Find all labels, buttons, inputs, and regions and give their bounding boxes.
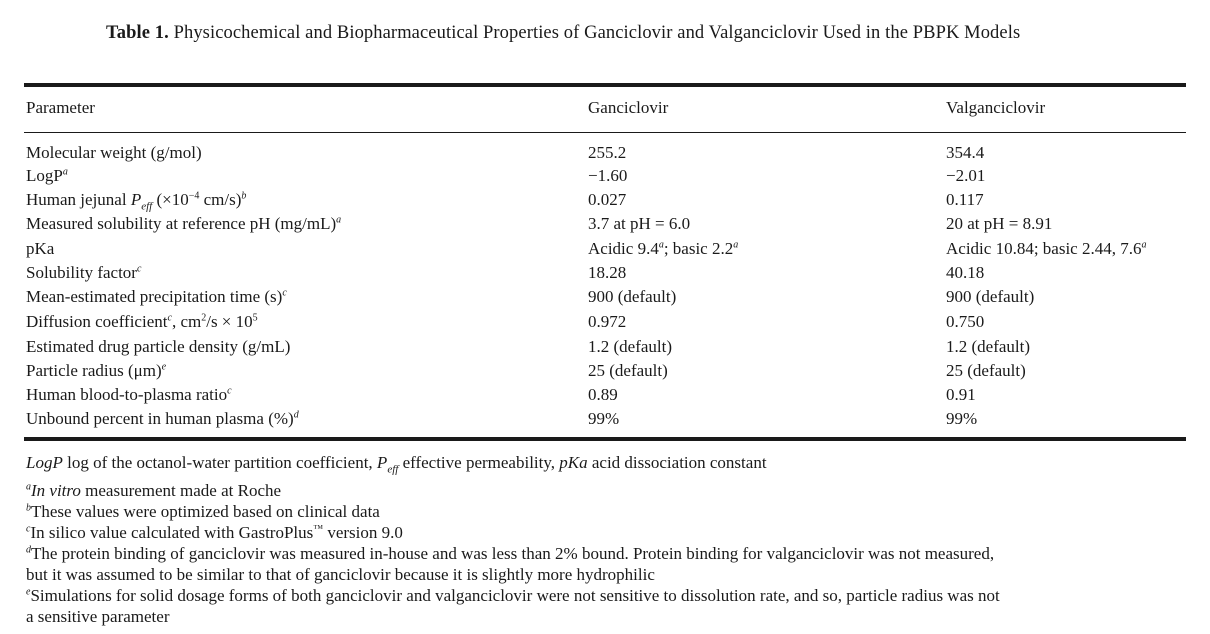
table-top-rule — [24, 83, 1186, 87]
footnote-b — [26, 501, 1186, 522]
value-part: ; basic 2.2 — [663, 239, 734, 258]
valganciclovir-value: 0.91 — [946, 385, 976, 404]
valganciclovir-value: 354.4 — [946, 143, 985, 162]
valganciclovir-value: 0.117 — [946, 190, 984, 209]
footnote-mark: e — [26, 586, 31, 598]
caption-text: Physicochemical and Biopharmaceutical Properties of Ganciclovir and Valganciclovir Used in the PBPK Models — [173, 23, 1021, 43]
valganciclovir-value: 25 (default) — [946, 361, 1026, 380]
footnote-mark: c — [167, 312, 172, 324]
footnote-mark: a — [733, 239, 739, 251]
row-param: pKa — [26, 239, 55, 258]
table-footnotes — [26, 452, 1186, 627]
footnote-mark: a — [1141, 239, 1147, 251]
footnote-c — [26, 522, 1186, 543]
valganciclovir-value — [946, 239, 1146, 259]
footnote-mark: c — [26, 523, 31, 535]
ganciclovir-value: 255.2 — [588, 143, 627, 162]
row-param: LogP — [26, 166, 63, 185]
header-valganciclovir: Valganciclovir — [946, 98, 1046, 117]
footnote-mark: c — [227, 385, 232, 397]
table-row — [26, 214, 341, 234]
peff-symbol: P — [130, 190, 142, 209]
footnote-mark: a — [62, 166, 68, 178]
footnote-e — [26, 585, 1186, 606]
row-param-part: , cm — [171, 312, 202, 331]
abbrev-term: pKa — [559, 453, 588, 472]
footnote-mark: c — [282, 287, 287, 299]
abbrev-def: acid dissociation constant — [587, 453, 767, 472]
header-parameter: Parameter — [26, 98, 95, 117]
abbrev-def: log of the octanol-water partition coefficient, — [62, 453, 377, 472]
footnote-d-continued: but it was assumed to be similar to that of ganciclovir because it is slightly more hydrophilic — [26, 565, 655, 585]
table-row — [26, 143, 202, 163]
row-param: Molecular weight (g/mol) — [26, 143, 202, 162]
caption-label: Table 1. — [106, 23, 169, 43]
table-row — [26, 312, 258, 332]
header-rule — [24, 132, 1186, 133]
footnote-e-continued: a sensitive parameter — [26, 607, 170, 627]
footnote-text: The protein binding of ganciclovir was measured in-house and was less than 2% bound. Protein binding for valganciclovir was not measured, — [31, 544, 995, 564]
ganciclovir-value: 0.89 — [588, 385, 618, 404]
footnote-text: In silico value calculated with GastroPlus — [30, 523, 314, 543]
row-param: Mean-estimated precipitation time (s) — [26, 287, 283, 306]
table-row — [26, 263, 141, 283]
valganciclovir-value: 20 at pH = 8.91 — [946, 214, 1053, 233]
table-row — [26, 287, 287, 307]
table-bottom-rule — [24, 437, 1186, 441]
trademark-mark: ™ — [313, 523, 324, 535]
peff-subscript: eff — [141, 200, 153, 213]
footnote-mark: e — [161, 361, 167, 373]
table-row — [26, 190, 246, 216]
table-row — [26, 239, 54, 259]
row-param: Human blood-to-plasma ratio — [26, 385, 228, 404]
table-row — [26, 409, 299, 429]
value-part: Acidic 10.84; basic 2.44, 7.6 — [946, 239, 1142, 258]
valganciclovir-value: 1.2 (default) — [946, 337, 1031, 356]
valganciclovir-value: 40.18 — [946, 263, 985, 282]
row-param: Unbound percent in human plasma (%) — [26, 409, 294, 428]
ganciclovir-value: 0.027 — [588, 190, 627, 209]
footnote-text: Simulations for solid dosage forms of both ganciclovir and valganciclovir were not sensitive to dissolution rate, and so, particle radius was not — [30, 586, 1000, 606]
ganciclovir-value — [588, 239, 738, 259]
valganciclovir-value: −2.01 — [946, 166, 986, 185]
footnote-mark: d — [26, 544, 31, 556]
footnote-text: version 9.0 — [323, 523, 403, 543]
row-param: Estimated drug particle density (g/mL) — [26, 337, 291, 356]
exponent: −4 — [188, 190, 200, 202]
footnote-mark: a — [26, 481, 31, 493]
row-param-part: cm/s) — [199, 190, 242, 209]
row-param: Human jejunal — [26, 190, 131, 209]
footnote-mark: c — [136, 263, 142, 275]
row-param: Particle radius (μm) — [26, 361, 162, 380]
valganciclovir-value: 99% — [946, 409, 978, 428]
header-ganciclovir: Ganciclovir — [588, 98, 669, 117]
row-param: Diffusion coefficient — [26, 312, 168, 331]
ganciclovir-value: 99% — [588, 409, 620, 428]
footnote-d — [26, 543, 1186, 564]
abbreviations-note — [26, 452, 1186, 480]
footnote-mark: a — [658, 239, 664, 251]
valganciclovir-value: 900 (default) — [946, 287, 1035, 306]
footnote-mark: a — [336, 214, 342, 226]
footnote-italic: In vitro — [31, 481, 81, 501]
ganciclovir-value: 0.972 — [588, 312, 627, 331]
valganciclovir-value: 0.750 — [946, 312, 985, 331]
footnote-text: These values were optimized based on clinical data — [31, 502, 380, 522]
abbrev-def: effective permeability, — [398, 453, 560, 472]
ganciclovir-value: 3.7 at pH = 6.0 — [588, 214, 691, 233]
abbrev-term: P — [376, 453, 388, 472]
exponent: 5 — [252, 312, 258, 324]
table-row — [26, 361, 166, 381]
footnote-mark: b — [26, 502, 31, 514]
footnote-text: measurement made at Roche — [80, 481, 282, 501]
ganciclovir-value: −1.60 — [588, 166, 628, 185]
ganciclovir-value: 1.2 (default) — [588, 337, 673, 356]
row-param-part: /s × 10 — [206, 312, 253, 331]
table-row — [26, 337, 290, 357]
footnote-a — [26, 480, 1186, 501]
abbrev-term: LogP — [26, 453, 63, 472]
table-row — [26, 385, 232, 405]
row-param: Solubility factor — [26, 263, 137, 282]
table-row — [26, 166, 68, 186]
abbrev-subscript: eff — [387, 463, 399, 476]
footnote-mark: b — [241, 190, 247, 202]
row-param: Measured solubility at reference pH (mg/mL) — [26, 214, 337, 233]
ganciclovir-value: 25 (default) — [588, 361, 668, 380]
table-caption — [106, 23, 1020, 44]
footnote-mark: d — [293, 409, 299, 421]
value-part: Acidic 9.4 — [588, 239, 659, 258]
row-param-part: (×10 — [152, 190, 189, 209]
ganciclovir-value: 900 (default) — [588, 287, 677, 306]
ganciclovir-value: 18.28 — [588, 263, 627, 282]
exponent: 2 — [201, 312, 207, 324]
